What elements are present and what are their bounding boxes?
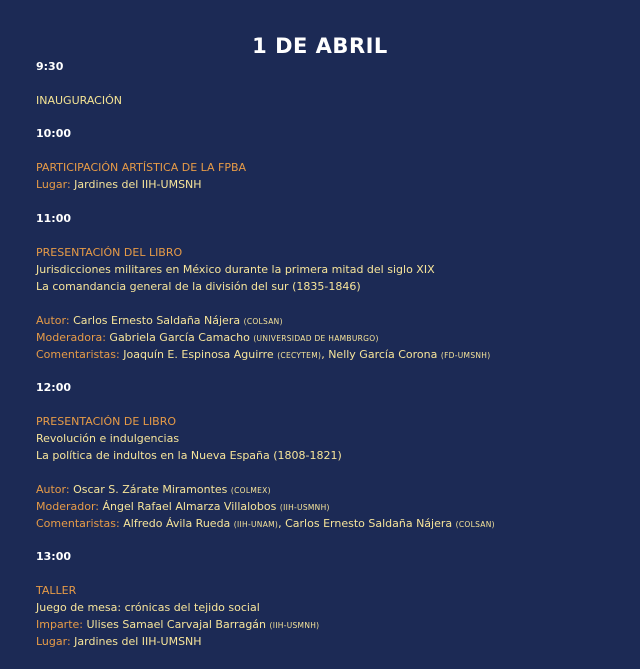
session-artistica-place: [36, 178, 202, 192]
book1-moderator: [36, 331, 379, 346]
moderator-label: Moderadora:: [36, 331, 106, 344]
author-name: Oscar S. Zárate Miramontes: [73, 483, 228, 496]
session-taller-label: TALLER: [36, 584, 77, 597]
moderator-institution: (UNIVERSIDAD DE HAMBURGO): [253, 334, 379, 343]
book2-moderator: [36, 500, 330, 515]
place-label: Lugar:: [36, 635, 71, 648]
book1-author: [36, 314, 283, 329]
commentator-2-institution: (FD-UMSNH): [440, 351, 491, 360]
book2-title-line1: Revolución e indulgencias: [36, 432, 180, 445]
time-1200: 12:00: [36, 381, 72, 394]
author-name: Carlos Ernesto Saldaña Nájera: [73, 314, 241, 327]
place-label: Lugar:: [36, 178, 71, 191]
author-label: Autor:: [36, 483, 70, 496]
taller-activity: Juego de mesa: crónicas del tejido social: [36, 601, 260, 614]
session-libro1-label: PRESENTACIÓN DEL LIBRO: [36, 246, 183, 259]
book2-author: [36, 483, 271, 498]
time-1300: 13:00: [36, 550, 72, 563]
time-1000: 10:00: [36, 127, 72, 140]
taller-instructor: [36, 618, 319, 633]
book1-title-line1: Jurisdicciones militares en México durante la primera mitad del siglo XIX: [36, 263, 435, 276]
commentators-label: Comentaristas:: [36, 517, 120, 530]
instructor-name: Ulises Samael Carvajal Barragán: [86, 618, 267, 631]
instructor-label: Imparte:: [36, 618, 83, 631]
book1-commentators: [36, 348, 490, 363]
book2-title-line2: La política de indultos en la Nueva España (1808-1821): [36, 449, 342, 462]
taller-place: [36, 635, 202, 649]
instructor-institution: (IIH-USMNH): [269, 621, 320, 630]
commentator-2-institution: (COLSAN): [455, 520, 495, 529]
book2-commentators: [36, 517, 495, 532]
place-value: Jardines del IIH-UMSNH: [74, 178, 202, 191]
author-institution: (COLMEX): [230, 486, 271, 495]
moderator-name: Gabriela García Camacho: [109, 331, 250, 344]
moderator-label: Moderador:: [36, 500, 99, 513]
commentator-1-institution: (IIH-UNAM): [233, 520, 279, 529]
commentator-2-name: , Carlos Ernesto Saldaña Nájera: [278, 517, 453, 530]
page-title: 1 DE ABRIL: [252, 34, 388, 58]
author-institution: (COLSAN): [243, 317, 283, 326]
session-artistica-label: PARTICIPACIÓN ARTÍSTICA DE LA FPBA: [36, 161, 247, 174]
commentator-1-institution: (CECYTEM): [277, 351, 322, 360]
time-0930: 9:30: [36, 60, 64, 73]
author-label: Autor:: [36, 314, 70, 327]
commentator-1-name: Alfredo Ávila Rueda: [123, 517, 231, 530]
moderator-name: Ángel Rafael Almarza Villalobos: [102, 500, 277, 513]
book1-title-line2: La comandancia general de la división del sur (1835-1846): [36, 280, 361, 293]
time-1100: 11:00: [36, 212, 72, 225]
place-value: Jardines del IIH-UMSNH: [74, 635, 202, 648]
session-inauguracion-label: INAUGURACIÓN: [36, 94, 122, 107]
commentator-2-name: , Nelly García Corona: [321, 348, 438, 361]
commentator-1-name: Joaquín E. Espinosa Aguirre: [123, 348, 274, 361]
commentators-label: Comentaristas:: [36, 348, 120, 361]
moderator-institution: (IIH-USMNH): [279, 503, 330, 512]
session-libro2-label: PRESENTACIÓN DE LIBRO: [36, 415, 177, 428]
